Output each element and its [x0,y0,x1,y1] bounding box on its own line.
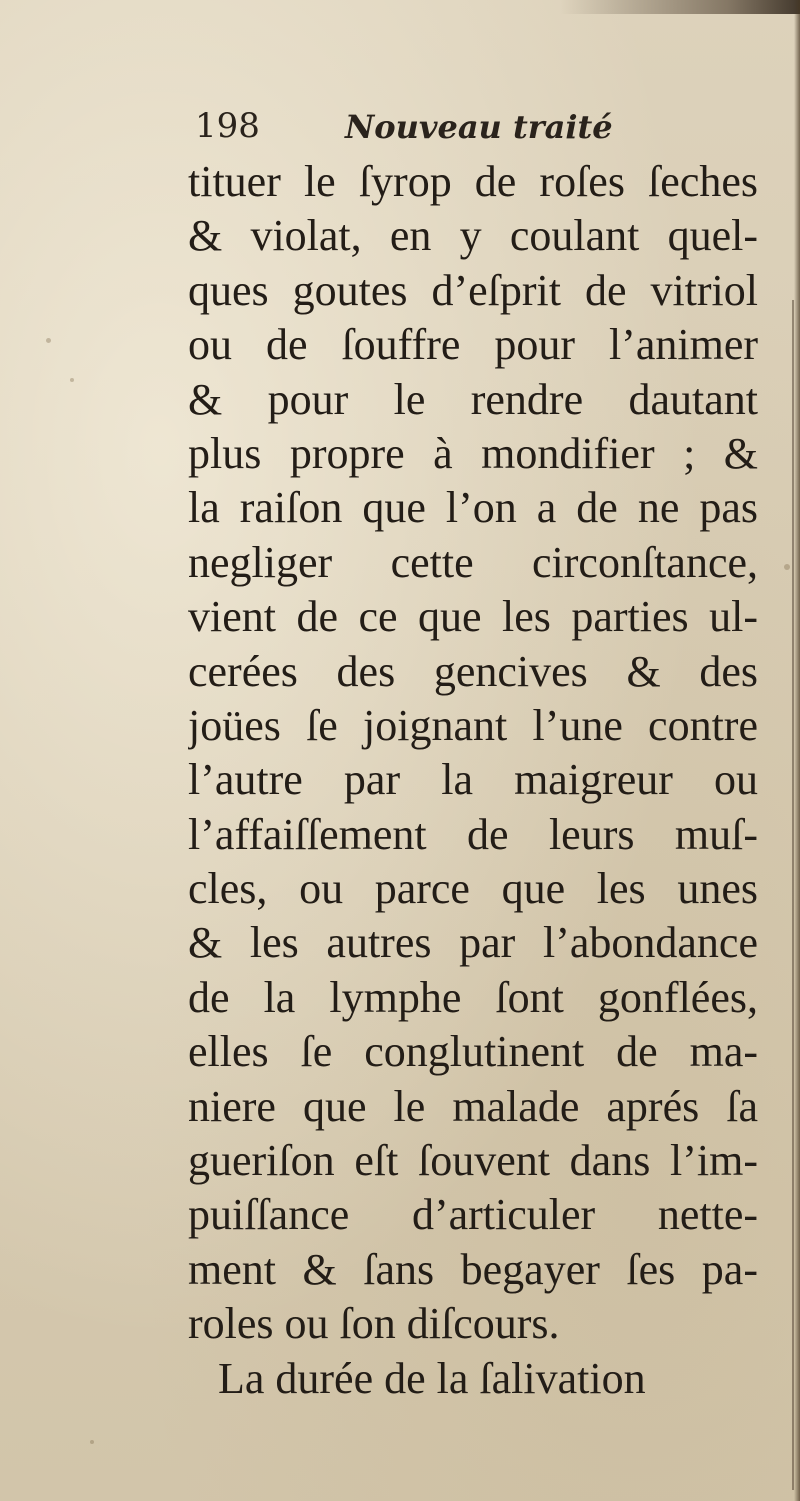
body-text [188,155,758,1406]
text-line: negliger cette circonſtance, [188,537,758,587]
paper-spot [784,564,790,570]
running-title: Nouveau traité [345,108,613,146]
text-line: l’autre par la maigreur ou [188,755,758,805]
page-gutter-line [792,300,794,1490]
text-line: de la lymphe ſont gonflées, [188,972,758,1022]
page-edge-shadow [560,0,800,14]
text-line: ment & ſans begayer ſes pa- [188,1244,758,1294]
text-line: gueriſon eſt ſouvent dans l’im- [188,1136,758,1186]
page-header [190,100,750,160]
text-line: ou de ſouffre pour l’animer [188,320,758,370]
paragraph-start-line: La durée de la ſalivation [218,1353,646,1403]
text-line: plus propre à mondifier ; & [188,428,758,478]
text-line: l’affaiſſement de leurs muſ- [188,809,758,859]
text-line: roles ou ſon diſcours. [188,1299,560,1349]
text-line: niere que le malade aprés ſa [188,1081,758,1131]
text-line: ques goutes d’eſprit de vitriol [188,265,758,315]
page-right-edge [794,0,800,1501]
text-line: la raiſon que l’on a de ne pas [188,483,758,533]
paper-spot [70,378,74,382]
paper-spot [46,338,51,343]
page-number: 198 [195,106,260,146]
text-line: joües ſe joignant l’une contre [188,700,758,750]
text-line: & les autres par l’abondance [188,918,758,968]
text-line: cerées des gencives & des [188,646,758,696]
text-line: & pour le rendre dautant [188,374,758,424]
text-line: vient de ce que les parties ul- [188,592,758,642]
text-line: cles, ou parce que les unes [188,864,758,914]
text-line: & violat, en y coulant quel- [188,211,758,261]
paper-spot [90,1440,94,1444]
text-line: tituer le ſyrop de roſes ſeches [188,157,758,206]
text-line: puiſſance d’articuler nette- [188,1190,758,1240]
text-line: elles ſe conglutinent de ma- [188,1027,758,1077]
